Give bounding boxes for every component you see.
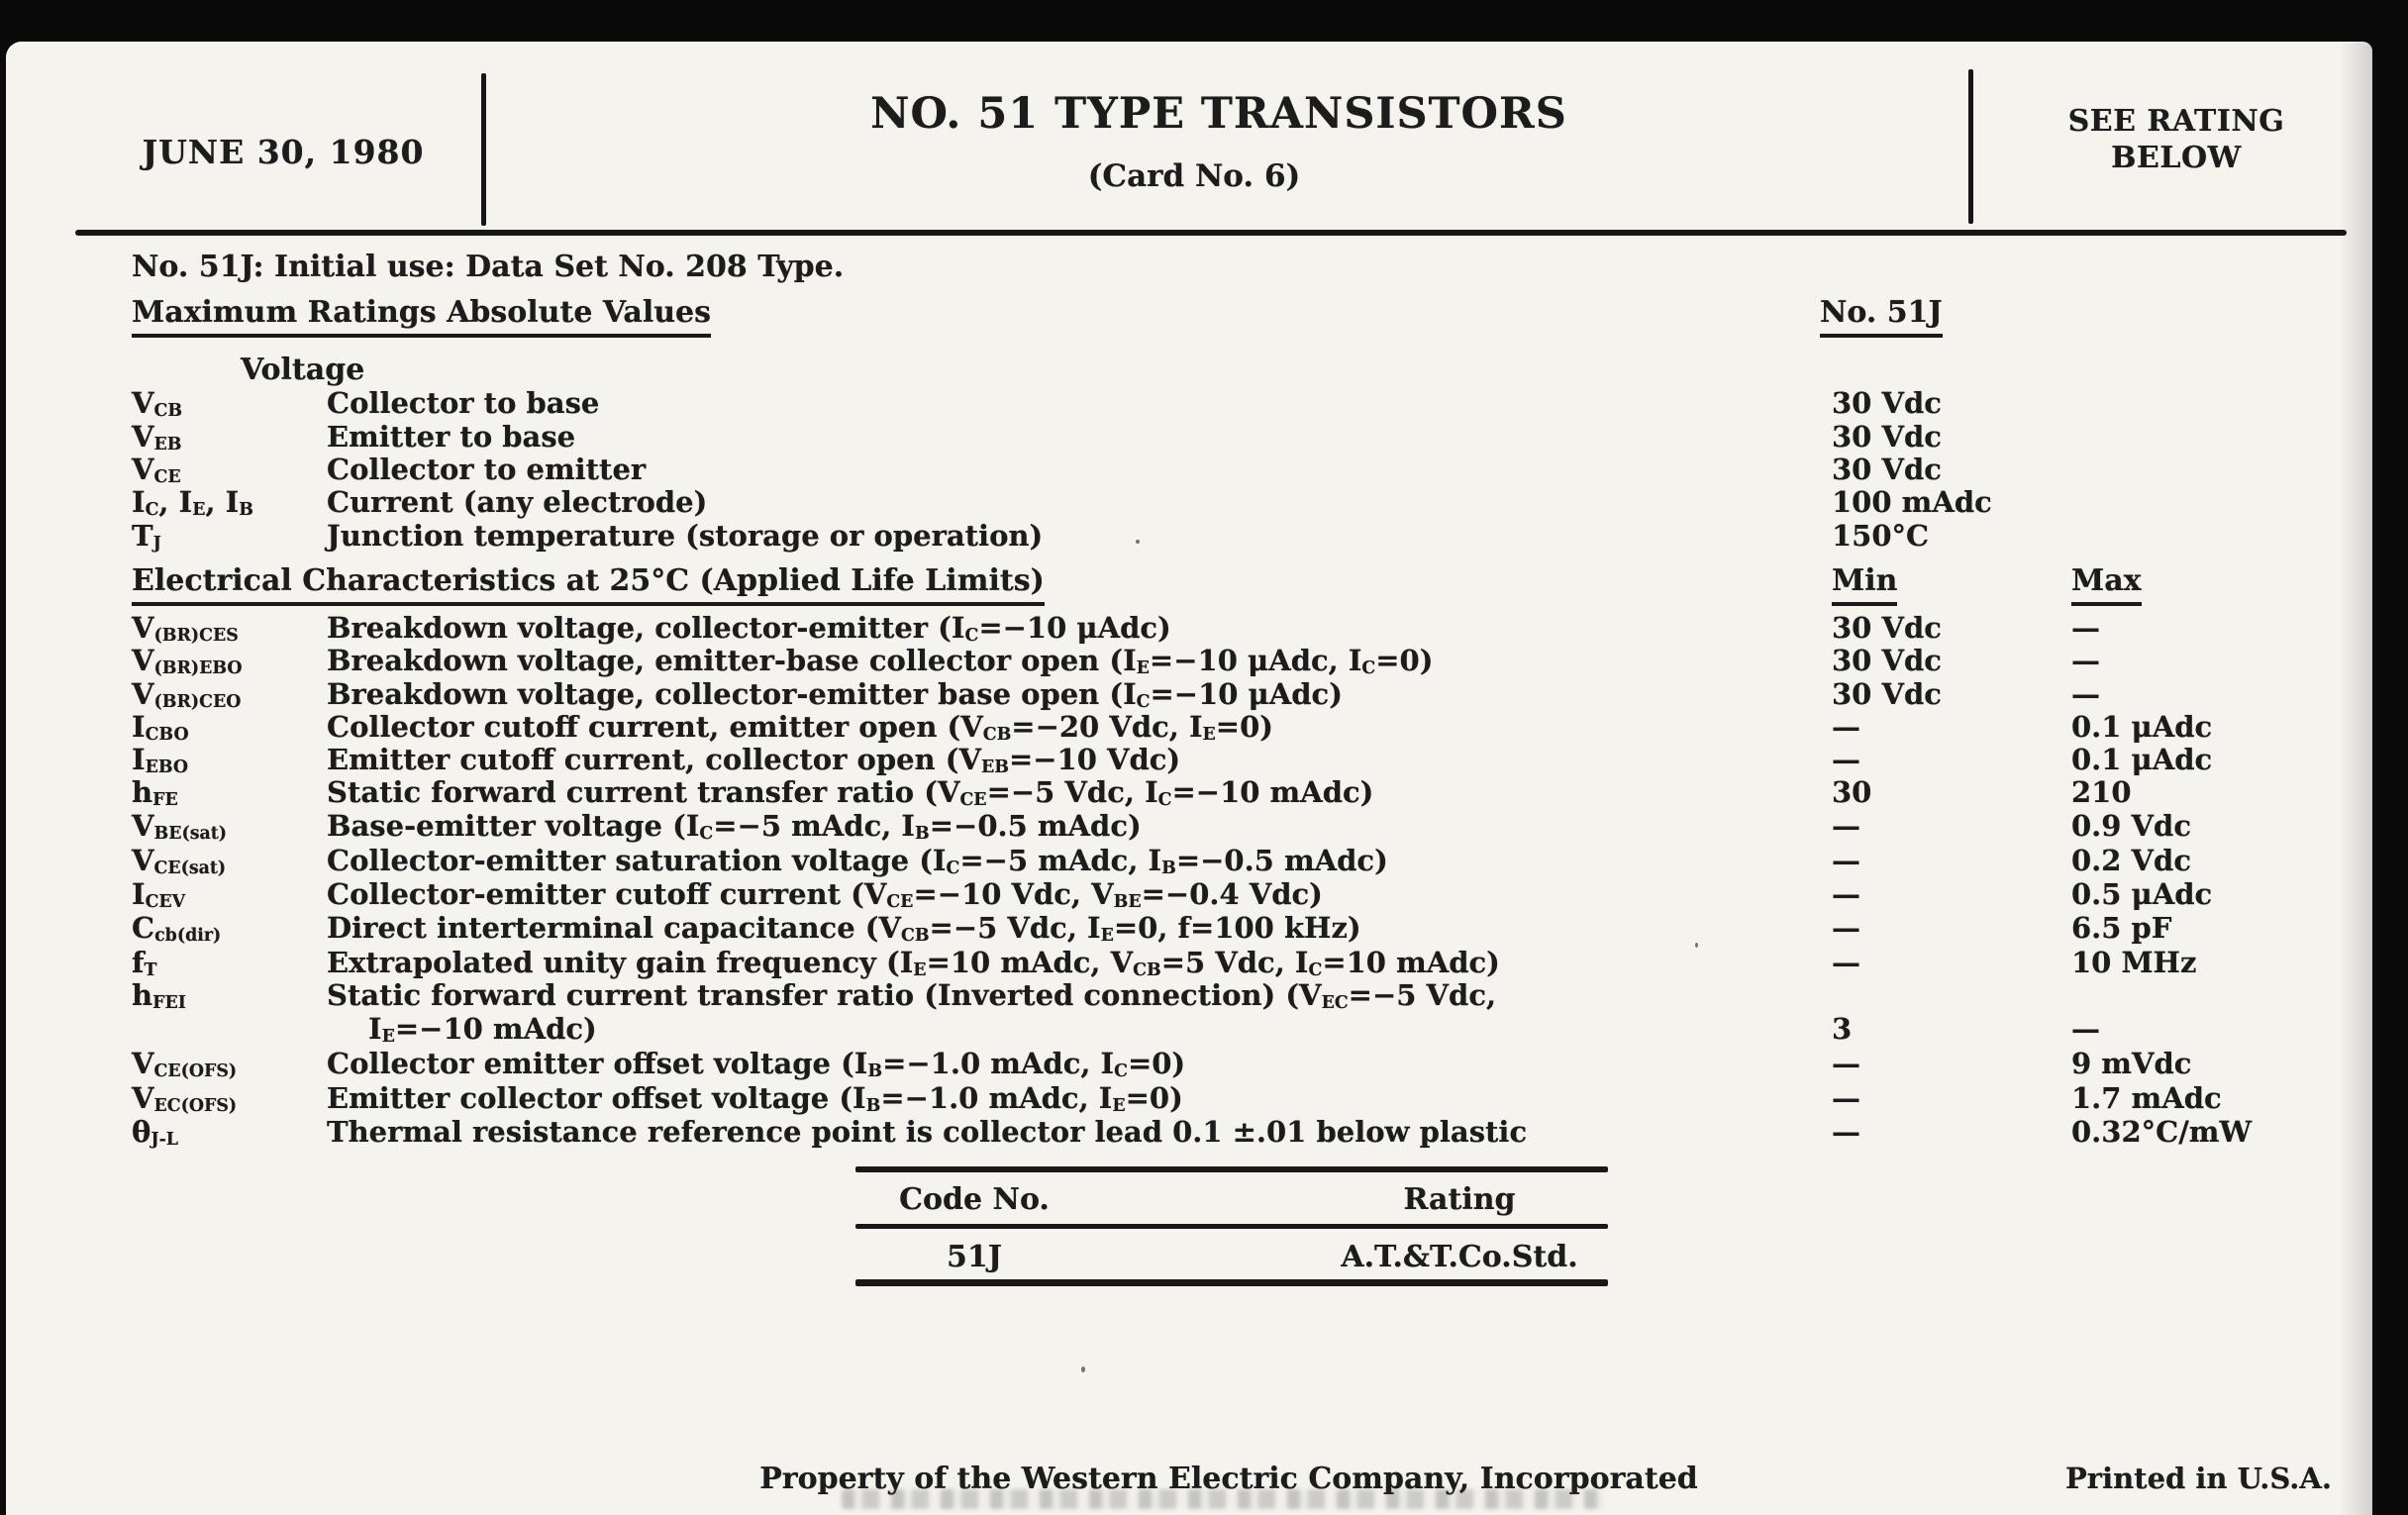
code-no-header: Code No. [899, 1182, 1050, 1217]
min-value: — [1832, 710, 1860, 744]
rating-cell: A.T.&T.Co.Std. [1341, 1240, 1578, 1274]
parameter-symbol: $V_{BE(sat)}$ [132, 809, 228, 844]
max-value: 9 mVdc [2071, 1047, 2192, 1080]
max-value: 0.1 μAdc [2071, 743, 2213, 776]
max-value: 0.1 μAdc [2071, 710, 2213, 744]
scan-speck [1081, 1366, 1085, 1372]
parameter-symbol: $I_{CBO}$ [132, 710, 189, 745]
min-value: 30 [1832, 775, 1872, 809]
max-rating-row [6, 519, 2372, 553]
rating-description: Junction temperature (storage or operation) [327, 519, 1044, 553]
min-value: — [1832, 1115, 1860, 1149]
parameter-symbol: $I_{EBO}$ [132, 743, 189, 777]
max-value: 0.9 Vdc [2071, 809, 2191, 843]
scan-speck [1136, 540, 1140, 544]
parameter-description: Direct interterminal capacitance ($V_{CB}=-5$ Vdc, $I_E=0$, f=100 kHz) [327, 911, 1361, 946]
parameter-description: Breakdown voltage, collector-emitter ($I_C=-10$ μAdc) [327, 611, 1171, 646]
rating-value: 30 Vdc [1832, 420, 1942, 454]
scan-speck [1695, 943, 1698, 948]
parameter-symbol: $V_{(BR)CES}$ [132, 611, 239, 646]
electrical-row [6, 1047, 2372, 1080]
min-column-header: Min [1832, 563, 1897, 606]
min-value: — [1832, 911, 1860, 945]
issue-date: JUNE 30, 1980 [142, 133, 425, 171]
rating-note-line1: SEE RATING [2067, 104, 2285, 139]
parameter-description: Static forward current transfer ratio ($V_{CE}=-5$ Vdc, $I_C=-10$ mAdc) [327, 775, 1374, 810]
min-value: — [1832, 1081, 1860, 1115]
max-column-header: Max [2071, 563, 2142, 606]
max-rating-row [6, 453, 2372, 486]
max-value: — [2071, 1012, 2100, 1046]
electrical-row [6, 946, 2372, 979]
initial-use-note: No. 51J: Initial use: Data Set No. 208 Type. [132, 250, 845, 284]
rating-description: Collector to emitter [327, 453, 647, 486]
rating-symbol: $V_{EB}$ [132, 420, 182, 454]
parameter-description: Collector-emitter cutoff current ($V_{CE}=-10$ Vdc, $V_{BE}=-0.4$ Vdc) [327, 877, 1323, 912]
max-value: 0.5 μAdc [2071, 877, 2213, 911]
parameter-description-line2: $I_E=-10$ mAdc) [368, 1012, 597, 1047]
electrical-row [6, 978, 2372, 1012]
parameter-symbol: $V_{CE(OFS)}$ [132, 1047, 238, 1081]
min-value: — [1832, 844, 1860, 877]
parameter-description: Base-emitter voltage ($I_C=-5$ mAdc, $I_B=-0.5$ mAdc) [327, 809, 1142, 844]
rating-symbol: $T_J$ [132, 519, 161, 554]
min-value: 30 Vdc [1832, 677, 1942, 711]
rating-symbol: $V_{CB}$ [132, 386, 183, 421]
parameter-symbol: $h_{FE}$ [132, 775, 178, 810]
parameter-description: Static forward current transfer ratio (Inverted connection) ($V_{EC}=-5$ Vdc, [327, 978, 1497, 1013]
parameter-symbol: $V_{CE(sat)}$ [132, 844, 227, 878]
min-value: 30 Vdc [1832, 644, 1942, 677]
scan-border-top [0, 0, 2408, 42]
parameter-symbol: $f_T$ [132, 946, 157, 980]
min-value: — [1832, 1047, 1860, 1080]
rating-description: Current (any electrode) [327, 485, 708, 519]
code-rating-table [855, 1166, 1608, 1289]
max-value: — [2071, 677, 2100, 711]
parameter-symbol: $V_{EC(OFS)}$ [132, 1081, 238, 1116]
electrical-row [6, 710, 2372, 744]
parameter-description: Emitter cutoff current, collector open ($V_{EB}=-10$ Vdc) [327, 743, 1181, 777]
max-value: 10 MHz [2071, 946, 2197, 979]
parameter-description: Collector-emitter saturation voltage ($I_C=-5$ mAdc, $I_B=-0.5$ mAdc) [327, 844, 1388, 878]
electrical-row [6, 877, 2372, 911]
parameter-description: Thermal resistance reference point is collector lead 0.1 ±.01 below plastic [327, 1115, 1528, 1149]
parameter-description: Collector cutoff current, emitter open ($V_{CB}=-20$ Vdc, $I_E=0$) [327, 710, 1273, 745]
electrical-row [6, 1115, 2372, 1149]
min-value: 30 Vdc [1832, 611, 1942, 645]
rating-header: Rating [1403, 1182, 1516, 1217]
max-value: — [2071, 611, 2100, 645]
electrical-heading: Electrical Characteristics at 25°C (Applied Life Limits) [132, 563, 1045, 606]
max-value: 210 [2071, 775, 2132, 809]
page-subtitle: (Card No. 6) [1087, 158, 1301, 194]
parameter-description: Breakdown voltage, emitter-base collector open ($I_E=-10$ μAdc, $I_C=0$) [327, 644, 1434, 678]
voltage-group-label: Voltage [241, 353, 365, 387]
parameter-description: Emitter collector offset voltage ($I_B=-1.0$ mAdc, $I_E=0$) [327, 1081, 1183, 1116]
parameter-symbol: $V_{(BR)CEO}$ [132, 677, 242, 712]
min-value: — [1832, 809, 1860, 843]
max-ratings-heading: Maximum Ratings Absolute Values [132, 295, 711, 338]
max-value: 0.2 Vdc [2071, 844, 2191, 877]
electrical-row [6, 644, 2372, 677]
parameter-symbol: $I_{CEV}$ [132, 877, 186, 912]
max-rating-row [6, 485, 2372, 519]
max-value: — [2071, 644, 2100, 677]
electrical-row [6, 775, 2372, 809]
parameter-description: Collector emitter offset voltage ($I_B=-1.0$ mAdc, $I_C=0$) [327, 1047, 1186, 1081]
electrical-row [6, 844, 2372, 877]
rating-value: 30 Vdc [1832, 386, 1942, 420]
rating-symbol: $V_{CE}$ [132, 453, 181, 487]
parameter-symbol: $V_{(BR)EBO}$ [132, 644, 243, 678]
electrical-row [6, 809, 2372, 843]
rating-value: 100 mAdc [1832, 485, 1992, 519]
code-no-cell: 51J [947, 1240, 1002, 1274]
electrical-row [6, 611, 2372, 645]
column-heading-51j: No. 51J [1820, 295, 1943, 338]
table-rule-top [855, 1166, 1608, 1172]
parameter-symbol: $C_{cb(dir)}$ [132, 911, 222, 946]
page-title: NO. 51 TYPE TRANSISTORS [870, 89, 1567, 139]
electrical-row [6, 677, 2372, 711]
rating-description: Collector to base [327, 386, 600, 420]
header-rule [75, 230, 2347, 236]
rating-value: 30 Vdc [1832, 453, 1942, 486]
max-value: 1.7 mAdc [2071, 1081, 2222, 1115]
rating-value: 150°C [1832, 519, 1930, 553]
max-rating-row [6, 420, 2372, 454]
bottom-edge-artifact [842, 1489, 1604, 1509]
parameter-description: Breakdown voltage, collector-emitter base open ($I_C=-10$ μAdc) [327, 677, 1343, 712]
electrical-row [6, 743, 2372, 776]
header-divider-left [481, 73, 486, 226]
rating-description: Emitter to base [327, 420, 576, 454]
rating-note-line2: BELOW [2111, 141, 2242, 175]
datasheet-card [6, 42, 2372, 1515]
electrical-row-continuation [6, 1012, 2372, 1046]
electrical-row [6, 911, 2372, 945]
rating-symbol: $I_C$, $I_E$, $I_B$ [132, 485, 253, 520]
property-notice: Property of the Western Electric Company, Incorporated [759, 1462, 1698, 1496]
max-rating-row [6, 386, 2372, 420]
min-value: — [1832, 877, 1860, 911]
table-rule-bottom [855, 1279, 1608, 1286]
min-value: — [1832, 743, 1860, 776]
table-rule-mid [855, 1224, 1608, 1229]
min-value: — [1832, 946, 1860, 979]
header-divider-right [1968, 69, 1973, 224]
electrical-row [6, 1081, 2372, 1115]
scan-border-right [2372, 0, 2408, 1515]
max-value: 0.32°C/mW [2071, 1115, 2253, 1149]
parameter-symbol: $\theta_{J-L}$ [132, 1115, 179, 1150]
rating-note [2006, 103, 2347, 176]
parameter-description: Extrapolated unity gain frequency ($I_E=10$ mAdc, $V_{CB}=5$ Vdc, $I_C=10$ mAdc) [327, 946, 1500, 980]
max-value: 6.5 pF [2071, 911, 2172, 945]
min-value: 3 [1832, 1012, 1853, 1046]
parameter-symbol: $h_{FEI}$ [132, 978, 186, 1013]
printed-in-usa: Printed in U.S.A. [2065, 1462, 2332, 1495]
